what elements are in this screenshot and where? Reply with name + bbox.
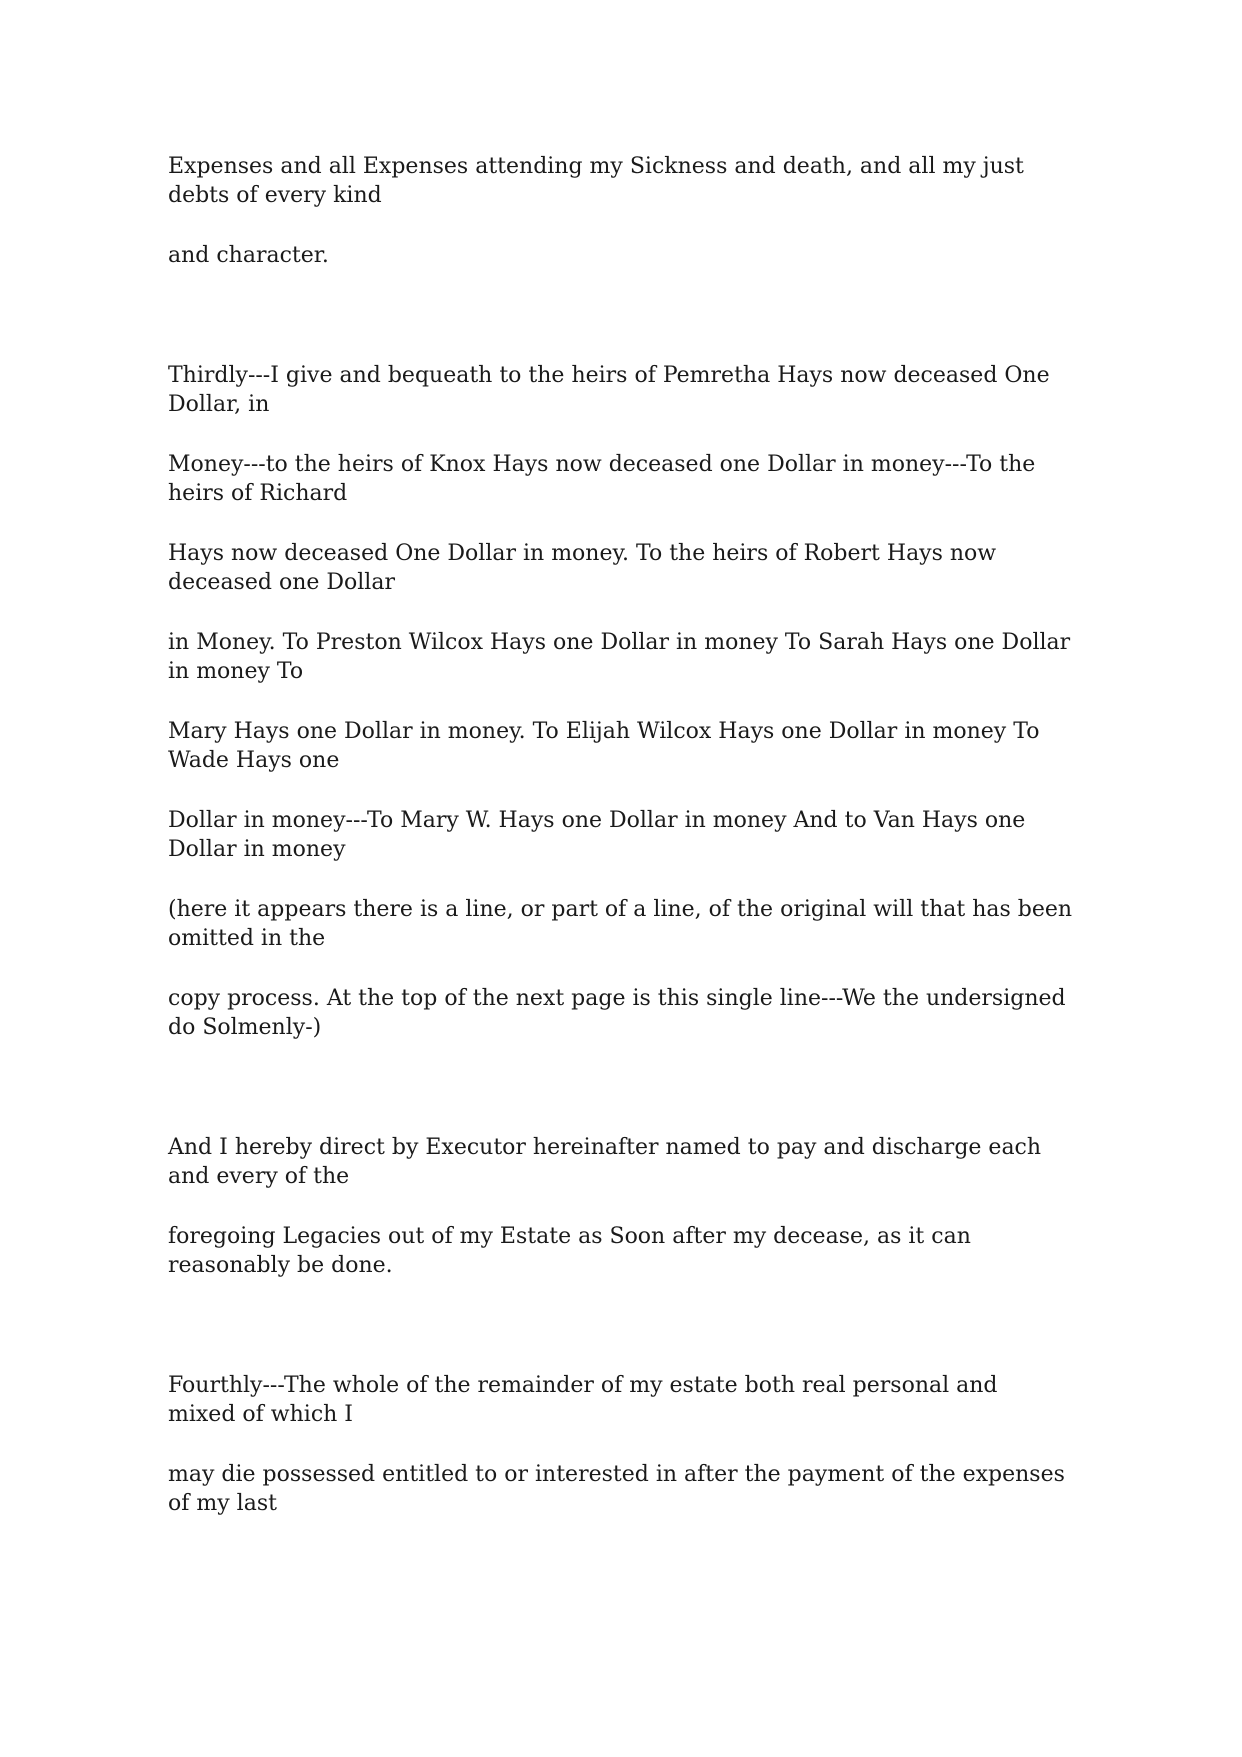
empty-paragraph	[168, 1311, 1182, 1340]
paragraph	[168, 984, 1182, 1042]
text-line: and character.	[168, 243, 329, 268]
paragraph	[168, 1133, 1182, 1191]
text-line: debts of every kind	[168, 183, 382, 208]
text-line: Money---to the heirs of Knox Hays now deceased one Dollar in money---To the	[168, 452, 1036, 477]
text-line: in Money. To Preston Wilcox Hays one Dollar in money To Sarah Hays one Dollar	[168, 630, 1071, 655]
text-line: And I hereby direct by Executor hereinafter named to pay and discharge each	[168, 1135, 1042, 1160]
text-line: and every of the	[168, 1164, 350, 1189]
text-line: may die possessed entitled to or interested in after the payment of the expenses	[168, 1462, 1065, 1487]
text-line: (here it appears there is a line, or part of a line, of the original will that has been	[168, 897, 1073, 922]
text-line: omitted in the	[168, 926, 326, 951]
text-line: Fourthly---The whole of the remainder of my estate both real personal and	[168, 1373, 998, 1398]
empty-paragraph	[168, 301, 1182, 330]
text-line: Wade Hays one	[168, 748, 340, 773]
text-line: deceased one Dollar	[168, 570, 395, 595]
paragraph	[168, 1460, 1182, 1518]
text-line: reasonably be done.	[168, 1253, 393, 1278]
paragraph	[168, 717, 1182, 775]
text-line: Dollar, in	[168, 392, 270, 417]
document-text-body	[168, 152, 1182, 1549]
text-line: Dollar in money---To Mary W. Hays one Dollar in money And to Van Hays one	[168, 808, 1026, 833]
paragraph	[168, 361, 1182, 419]
text-line: do Solmenly-)	[168, 1015, 322, 1040]
paragraph	[168, 895, 1182, 953]
paragraph	[168, 1371, 1182, 1429]
paragraph	[168, 539, 1182, 597]
text-line: copy process. At the top of the next page is this single line---We the undersigned	[168, 986, 1066, 1011]
text-line: mixed of which I	[168, 1402, 353, 1427]
paragraph	[168, 450, 1182, 508]
paragraph	[168, 152, 1182, 210]
paragraph	[168, 241, 1182, 270]
text-line	[168, 301, 1182, 330]
text-line: Hays now deceased One Dollar in money. To the heirs of Robert Hays now	[168, 541, 997, 566]
text-line: Expenses and all Expenses attending my Sickness and death, and all my just	[168, 154, 1024, 179]
paragraph	[168, 1222, 1182, 1280]
text-line: Thirdly---I give and bequeath to the heirs of Pemretha Hays now deceased One	[168, 363, 1050, 388]
text-line	[168, 1073, 1182, 1102]
text-line: foregoing Legacies out of my Estate as Soon after my decease, as it can	[168, 1224, 971, 1249]
paragraph	[168, 628, 1182, 686]
text-line: Dollar in money	[168, 837, 346, 862]
paragraph	[168, 806, 1182, 864]
text-line: of my last	[168, 1491, 277, 1516]
text-line	[168, 1311, 1182, 1340]
text-line: Mary Hays one Dollar in money. To Elijah Wilcox Hays one Dollar in money To	[168, 719, 1040, 744]
text-line: heirs of Richard	[168, 481, 348, 506]
empty-paragraph	[168, 1073, 1182, 1102]
text-line: in money To	[168, 659, 304, 684]
